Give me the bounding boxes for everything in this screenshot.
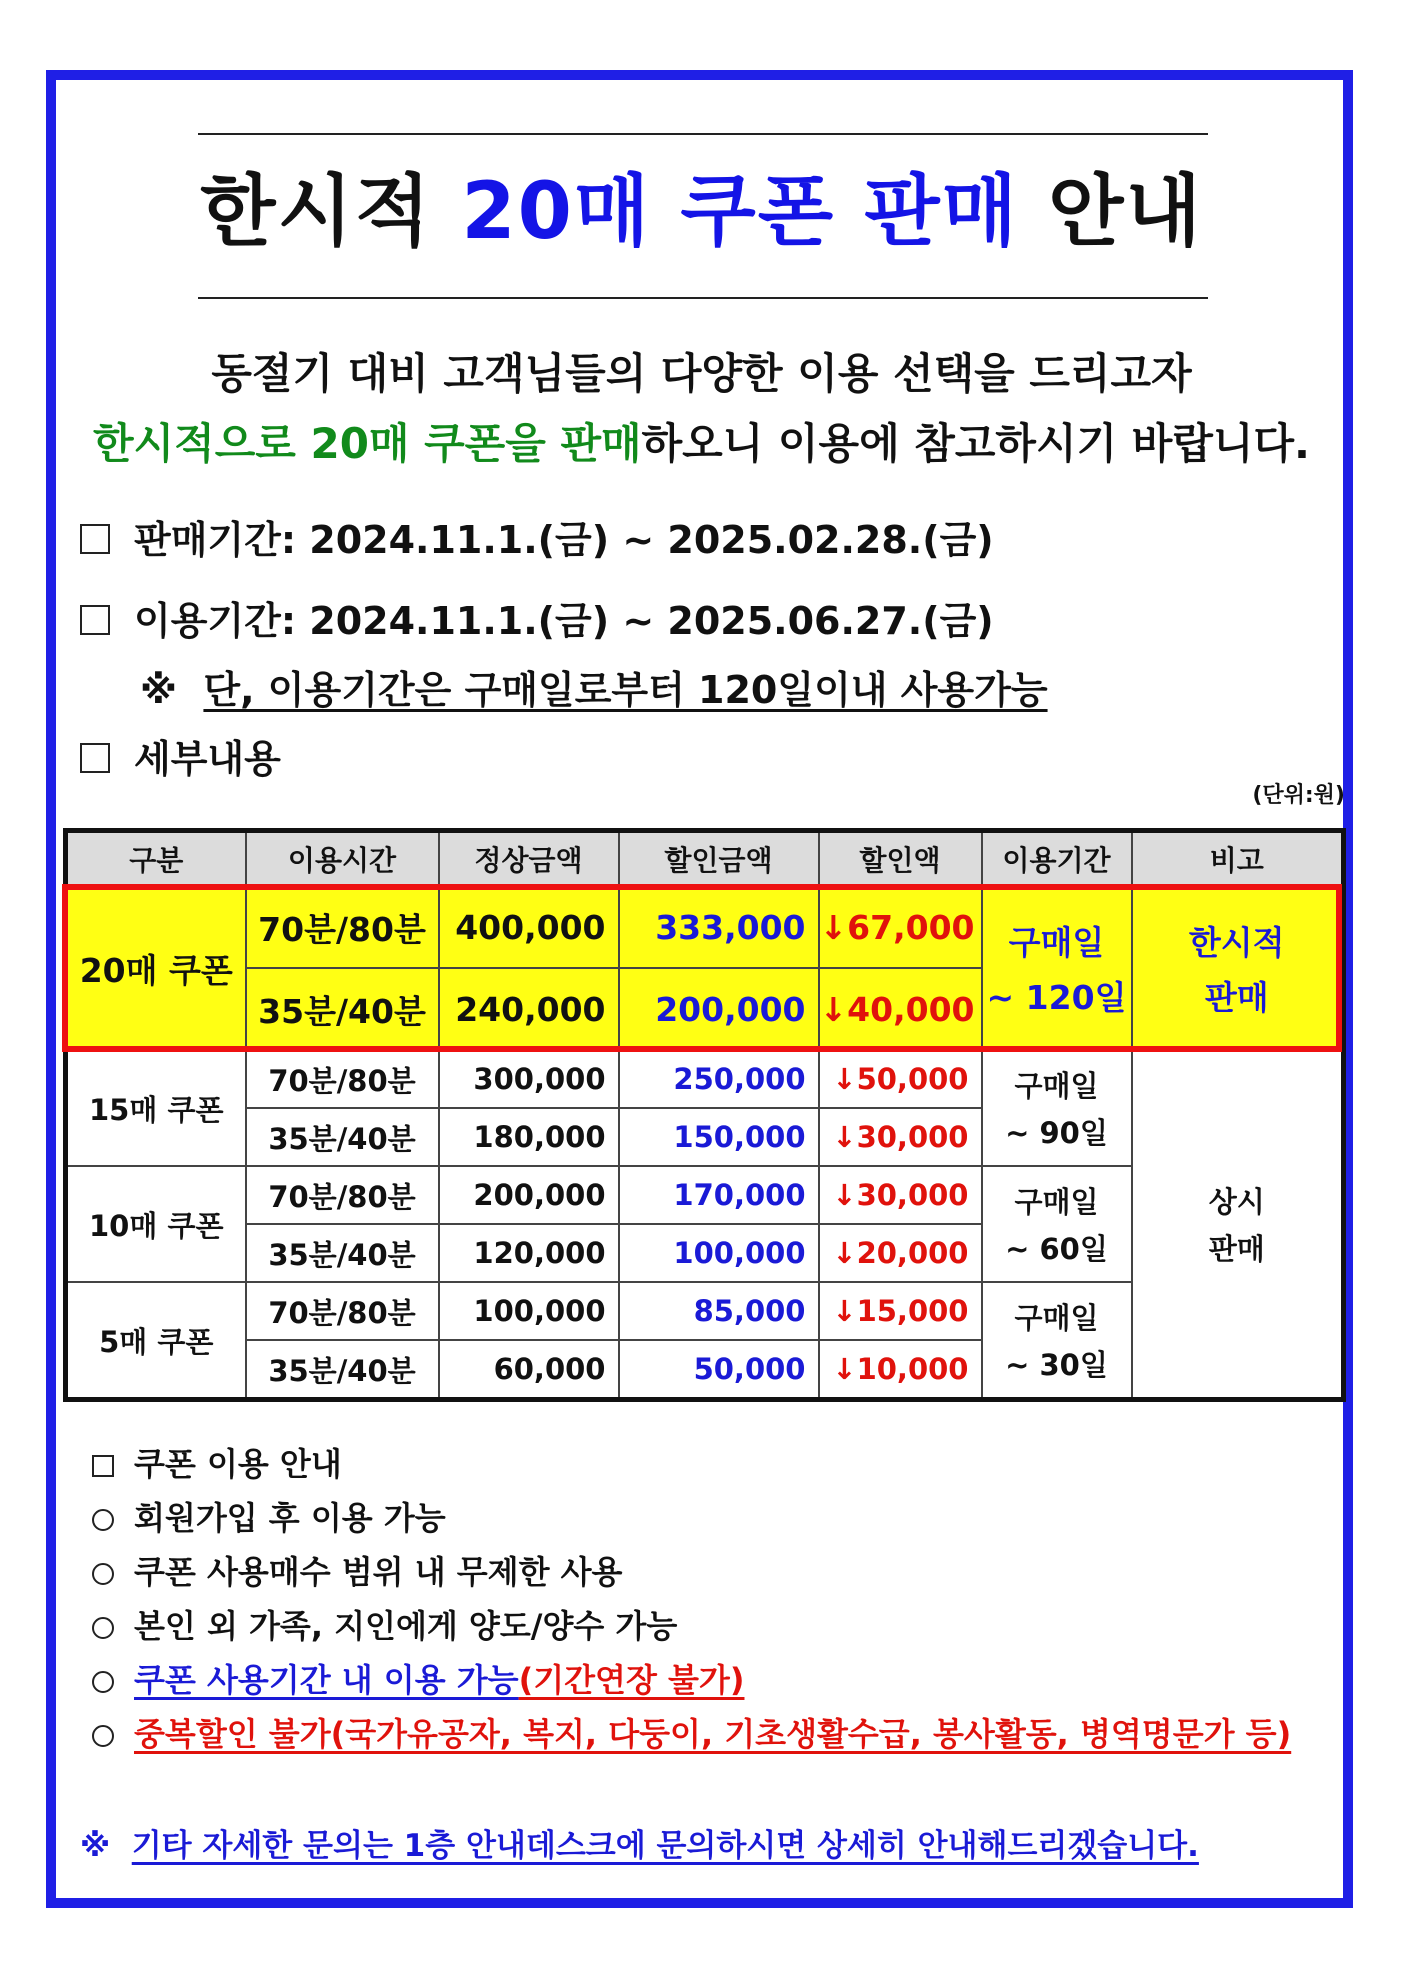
circle-bullet-icon — [92, 1617, 114, 1639]
title-rule-bottom — [198, 297, 1208, 299]
intro-rest: 하오니 이용에 참고하시기 바랍니다. — [641, 419, 1310, 468]
footer-note: ※ 기타 자세한 문의는 1층 안내데스크에 문의하시면 상세히 안내해드리겠습니다. — [80, 1828, 1199, 1864]
group-name: 10매 쿠폰 — [66, 1166, 246, 1282]
table-header: 구분 이용시간 정상금액 할인금액 할인액 이용기간 비고 — [66, 831, 1344, 887]
checkbox-icon — [92, 1455, 114, 1477]
circle-bullet-icon — [92, 1563, 114, 1585]
period-cell: 구매일 ~ 120일 — [982, 886, 1132, 1050]
intro-line1: 동절기 대비 고객님들의 다양한 이용 선택을 드리고자 — [211, 349, 1192, 398]
circle-bullet-icon — [92, 1509, 114, 1531]
table-row: 10매 쿠폰 70분/80분 200,000 170,000 ↓30,000 구매일 ~ 60일 — [66, 1166, 1344, 1224]
title-rule-top — [198, 133, 1208, 135]
title-part1: 한시적 — [200, 167, 433, 257]
details-heading: 세부내용 — [80, 734, 281, 784]
circle-bullet-icon — [92, 1725, 114, 1747]
usage-item: 쿠폰 사용매수 범위 내 무제한 사용 — [92, 1550, 622, 1594]
usage-item: 중복할인 불가(국가유공자, 복지, 다둥이, 기초생활수급, 봉사활동, 병역명문가 등) — [92, 1712, 1291, 1756]
intro-line2 — [0, 414, 1403, 474]
table-row: 35분/40분 180,000 150,000 ↓30,000 — [66, 1108, 1344, 1166]
table-row: 35분/40분 60,000 50,000 ↓10,000 — [66, 1340, 1344, 1400]
checkbox-icon — [80, 743, 110, 773]
usage-item: 본인 외 가족, 지인에게 양도/양수 가능 — [92, 1604, 677, 1648]
remark-cell: 한시적 판매 — [1132, 886, 1344, 1050]
table-row: 5매 쿠폰 70분/80분 100,000 85,000 ↓15,000 구매일 ~ 30일 — [66, 1282, 1344, 1340]
page-title — [0, 162, 1403, 262]
usage-item: 회원가입 후 이용 가능 — [92, 1496, 446, 1540]
group-name: 5매 쿠폰 — [66, 1282, 246, 1400]
usage-item: 쿠폰 사용기간 내 이용 가능(기간연장 불가) — [92, 1658, 744, 1702]
intro-highlight: 한시적으로 20매 쿠폰을 판매 — [92, 419, 642, 468]
period-cell: 구매일 ~ 90일 — [982, 1050, 1132, 1166]
group-name: 15매 쿠폰 — [66, 1050, 246, 1166]
table-row: 15매 쿠폰 70분/80분 300,000 250,000 ↓50,000 구매일 ~ 90일 상시 판매 — [66, 1050, 1344, 1108]
usage-heading: 쿠폰 이용 안내 — [92, 1442, 342, 1486]
title-part3: 안내 — [1048, 167, 1203, 257]
unit-label: (단위:원) — [1252, 783, 1345, 808]
table-row: 35분/40분 120,000 100,000 ↓20,000 — [66, 1224, 1344, 1282]
price-table — [63, 828, 1346, 1402]
period-cell: 구매일 ~ 30일 — [982, 1282, 1132, 1400]
group-name: 20매 쿠폰 — [66, 886, 246, 1050]
use-period: 이용기간: 2024.11.1.(금) ~ 2025.06.27.(금) — [80, 596, 994, 646]
sale-period: 판매기간: 2024.11.1.(금) ~ 2025.02.28.(금) — [80, 515, 994, 565]
checkbox-icon — [80, 605, 110, 635]
period-cell: 구매일 ~ 60일 — [982, 1166, 1132, 1282]
period-note: ※ 단, 이용기간은 구매일로부터 120일이내 사용가능 — [140, 668, 1048, 712]
circle-bullet-icon — [92, 1671, 114, 1693]
checkbox-icon — [80, 524, 110, 554]
table-row: 20매 쿠폰 70분/80분 400,000 333,000 ↓67,000 구매일 ~ 120일 한시적 판매 — [66, 886, 1344, 968]
remark-cell: 상시 판매 — [1132, 1050, 1344, 1400]
title-part2: 20매 쿠폰 판매 — [461, 167, 1019, 257]
table-row: 35분/40분 240,000 200,000 ↓40,000 — [66, 968, 1344, 1050]
